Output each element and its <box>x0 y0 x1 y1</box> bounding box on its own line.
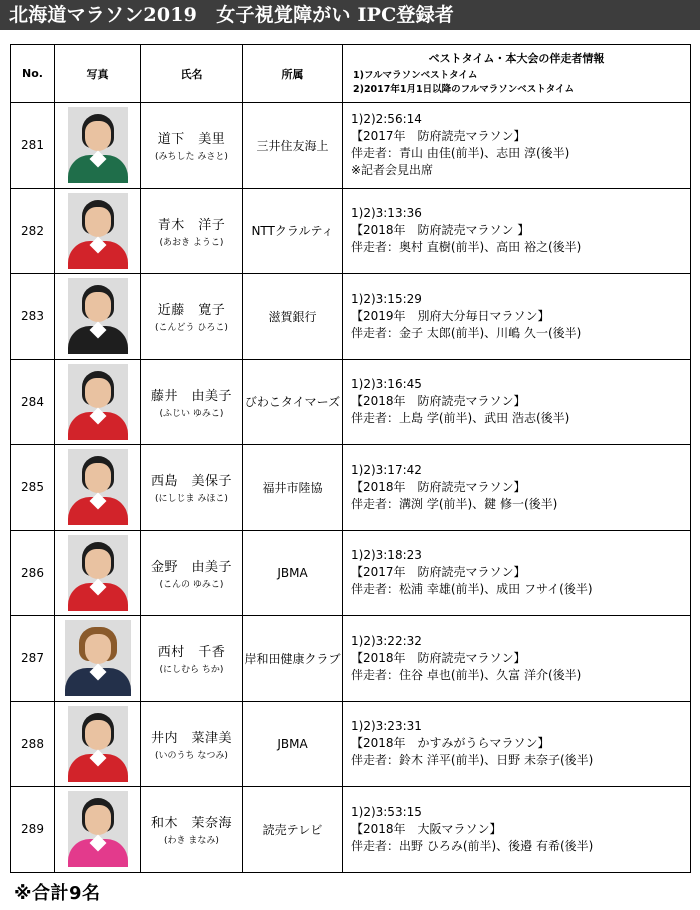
athlete-affiliation: JBMA <box>243 701 343 787</box>
athlete-info-cell <box>343 787 691 873</box>
athlete-name-cell <box>141 445 243 531</box>
athlete-name: 道下 美里 <box>157 132 226 148</box>
guide-runners: 伴走者：鈴木 洋平(前半)、日野 未奈子(後半) <box>351 753 594 768</box>
athlete-name-cell <box>141 188 243 274</box>
table-row <box>11 188 691 274</box>
athlete-name-cell <box>141 359 243 445</box>
athlete-name-kana: (あおき ようこ) <box>159 237 224 248</box>
best-time: 1)2)3:53:15 <box>351 804 422 819</box>
best-time: 1)2)3:17:42 <box>351 462 422 477</box>
best-time: 1)2)2:56:14 <box>351 112 422 127</box>
guide-runners: 伴走者：奥村 直樹(前半)、高田 裕之(後半) <box>351 240 582 255</box>
athlete-table <box>10 44 691 873</box>
header-info-title: ベストタイム・本大会の伴走者情報 <box>428 52 605 65</box>
best-race: 【2019年 別府大分毎日マラソン】 <box>351 308 550 323</box>
guide-runners: 伴走者：上島 学(前半)、武田 浩志(後半) <box>351 411 570 426</box>
table-row <box>11 274 691 360</box>
athlete-photo-cell <box>55 530 141 616</box>
athlete-photo <box>68 278 128 354</box>
guide-runners: 伴走者：住谷 卓也(前半)、久富 洋介(後半) <box>351 667 582 682</box>
best-race: 【2018年 防府読売マラソン】 <box>351 394 526 409</box>
best-time: 1)2)3:23:31 <box>351 719 422 734</box>
best-time: 1)2)3:18:23 <box>351 548 422 563</box>
best-race: 【2018年 大阪マラソン】 <box>351 821 502 836</box>
header-name: 氏名 <box>141 45 243 103</box>
best-race: 【2018年 かすみがうらマラソン】 <box>351 736 550 751</box>
athlete-name-cell <box>141 701 243 787</box>
page-title: 北海道マラソン2019 女子視覚障がい IPC登録者 <box>0 0 700 30</box>
athlete-name: 近藤 寛子 <box>157 303 226 319</box>
athlete-name: 和木 茉奈海 <box>150 816 232 832</box>
table-header-row <box>11 45 691 103</box>
athlete-photo <box>65 620 131 696</box>
athlete-photo-cell <box>55 359 141 445</box>
best-time: 1)2)3:15:29 <box>351 291 422 306</box>
athlete-number: 283 <box>11 274 55 360</box>
table-row <box>11 359 691 445</box>
athlete-photo-cell <box>55 445 141 531</box>
header-info <box>343 45 691 103</box>
athlete-name-kana: (にしむら ちか) <box>159 665 224 676</box>
athlete-name-kana: (こんどう ひろこ) <box>155 323 228 334</box>
guide-runners: 伴走者：出野 ひろみ(前半)、後邉 有希(後半) <box>351 838 594 853</box>
athlete-name-kana: (いのうち なつみ) <box>155 750 228 761</box>
guide-runners: 伴走者：溝渕 学(前半)、鍵 修一(後半) <box>351 496 558 511</box>
athlete-name: 青木 洋子 <box>157 217 226 233</box>
athlete-name-kana: (わき まなみ) <box>164 836 219 847</box>
athlete-affiliation: びわこタイマーズ <box>243 359 343 445</box>
athlete-name-cell <box>141 274 243 360</box>
best-time: 1)2)3:16:45 <box>351 377 422 392</box>
athlete-photo-cell <box>55 188 141 274</box>
athlete-name: 西島 美保子 <box>150 474 232 490</box>
athlete-name-kana: (ふじい ゆみこ) <box>159 408 224 419</box>
best-race: 【2017年 防府読売マラソン】 <box>351 565 526 580</box>
athlete-name-kana: (こんの ゆみこ) <box>159 579 224 590</box>
athlete-info-cell <box>343 701 691 787</box>
header-info-line1: 1)フルマラソンベストタイム <box>353 70 478 81</box>
athlete-affiliation: 読売テレビ <box>243 787 343 873</box>
athlete-number: 288 <box>11 701 55 787</box>
athlete-number: 289 <box>11 787 55 873</box>
athlete-number: 287 <box>11 616 55 702</box>
athlete-photo-cell <box>55 787 141 873</box>
best-race: 【2018年 防府読売マラソン 】 <box>351 223 530 238</box>
athlete-name-cell <box>141 530 243 616</box>
athlete-affiliation: JBMA <box>243 530 343 616</box>
table-row <box>11 701 691 787</box>
athlete-number: 285 <box>11 445 55 531</box>
table-row <box>11 445 691 531</box>
athlete-info-cell <box>343 359 691 445</box>
best-race: 【2018年 防府読売マラソン】 <box>351 650 526 665</box>
athlete-photo <box>68 535 128 611</box>
athlete-info-cell <box>343 445 691 531</box>
athlete-photo <box>68 107 128 183</box>
best-time: 1)2)3:13:36 <box>351 206 422 221</box>
athlete-name: 西村 千香 <box>157 645 226 661</box>
athlete-number: 282 <box>11 188 55 274</box>
guide-runners: 伴走者：青山 由佳(前半)、志田 淳(後半) <box>351 146 570 161</box>
header-no: No. <box>11 45 55 103</box>
guide-runners: 伴走者：金子 太郎(前半)、川嶋 久一(後半) <box>351 325 582 340</box>
athlete-affiliation: 三井住友海上 <box>243 103 343 189</box>
athlete-photo <box>68 449 128 525</box>
total-note: ※合計9名 <box>14 883 101 904</box>
athlete-photo-cell <box>55 103 141 189</box>
athlete-info-cell <box>343 530 691 616</box>
athlete-affiliation: 岸和田健康クラブ <box>243 616 343 702</box>
athlete-info-cell <box>343 103 691 189</box>
athlete-photo-cell <box>55 274 141 360</box>
athlete-name: 金野 由美子 <box>150 559 232 575</box>
athlete-info-cell <box>343 188 691 274</box>
athlete-number: 286 <box>11 530 55 616</box>
athlete-photo <box>68 706 128 782</box>
athlete-name-cell <box>141 787 243 873</box>
athlete-name-kana: (みちした みさと) <box>155 152 228 163</box>
athlete-name-cell <box>141 103 243 189</box>
best-time: 1)2)3:22:32 <box>351 633 422 648</box>
athlete-name-kana: (にしじま みほこ) <box>155 494 228 505</box>
table-row <box>11 103 691 189</box>
table-row <box>11 787 691 873</box>
athlete-info-cell <box>343 274 691 360</box>
table-row <box>11 616 691 702</box>
athlete-photo <box>68 364 128 440</box>
athlete-photo <box>68 791 128 867</box>
athlete-photo-cell <box>55 701 141 787</box>
athlete-name-cell <box>141 616 243 702</box>
athlete-name: 藤井 由美子 <box>150 388 232 404</box>
best-race: 【2018年 防府読売マラソン】 <box>351 479 526 494</box>
athlete-affiliation: NTTクラルティ <box>243 188 343 274</box>
athlete-name: 井内 菜津美 <box>150 730 232 746</box>
athlete-photo <box>68 193 128 269</box>
table-row <box>11 530 691 616</box>
athlete-info-cell <box>343 616 691 702</box>
athlete-number: 284 <box>11 359 55 445</box>
best-race: 【2017年 防府読売マラソン】 <box>351 129 526 144</box>
header-photo: 写真 <box>55 45 141 103</box>
header-affiliation: 所属 <box>243 45 343 103</box>
athlete-affiliation: 福井市陸協 <box>243 445 343 531</box>
press-note: ※記者会見出席 <box>351 163 434 178</box>
header-info-line2: 2)2017年1月1日以降のフルマラソンベストタイム <box>353 84 575 95</box>
athlete-number: 281 <box>11 103 55 189</box>
athlete-affiliation: 滋賀銀行 <box>243 274 343 360</box>
guide-runners: 伴走者：松浦 幸雄(前半)、成田 フサイ(後半) <box>351 582 593 597</box>
athlete-photo-cell <box>55 616 141 702</box>
